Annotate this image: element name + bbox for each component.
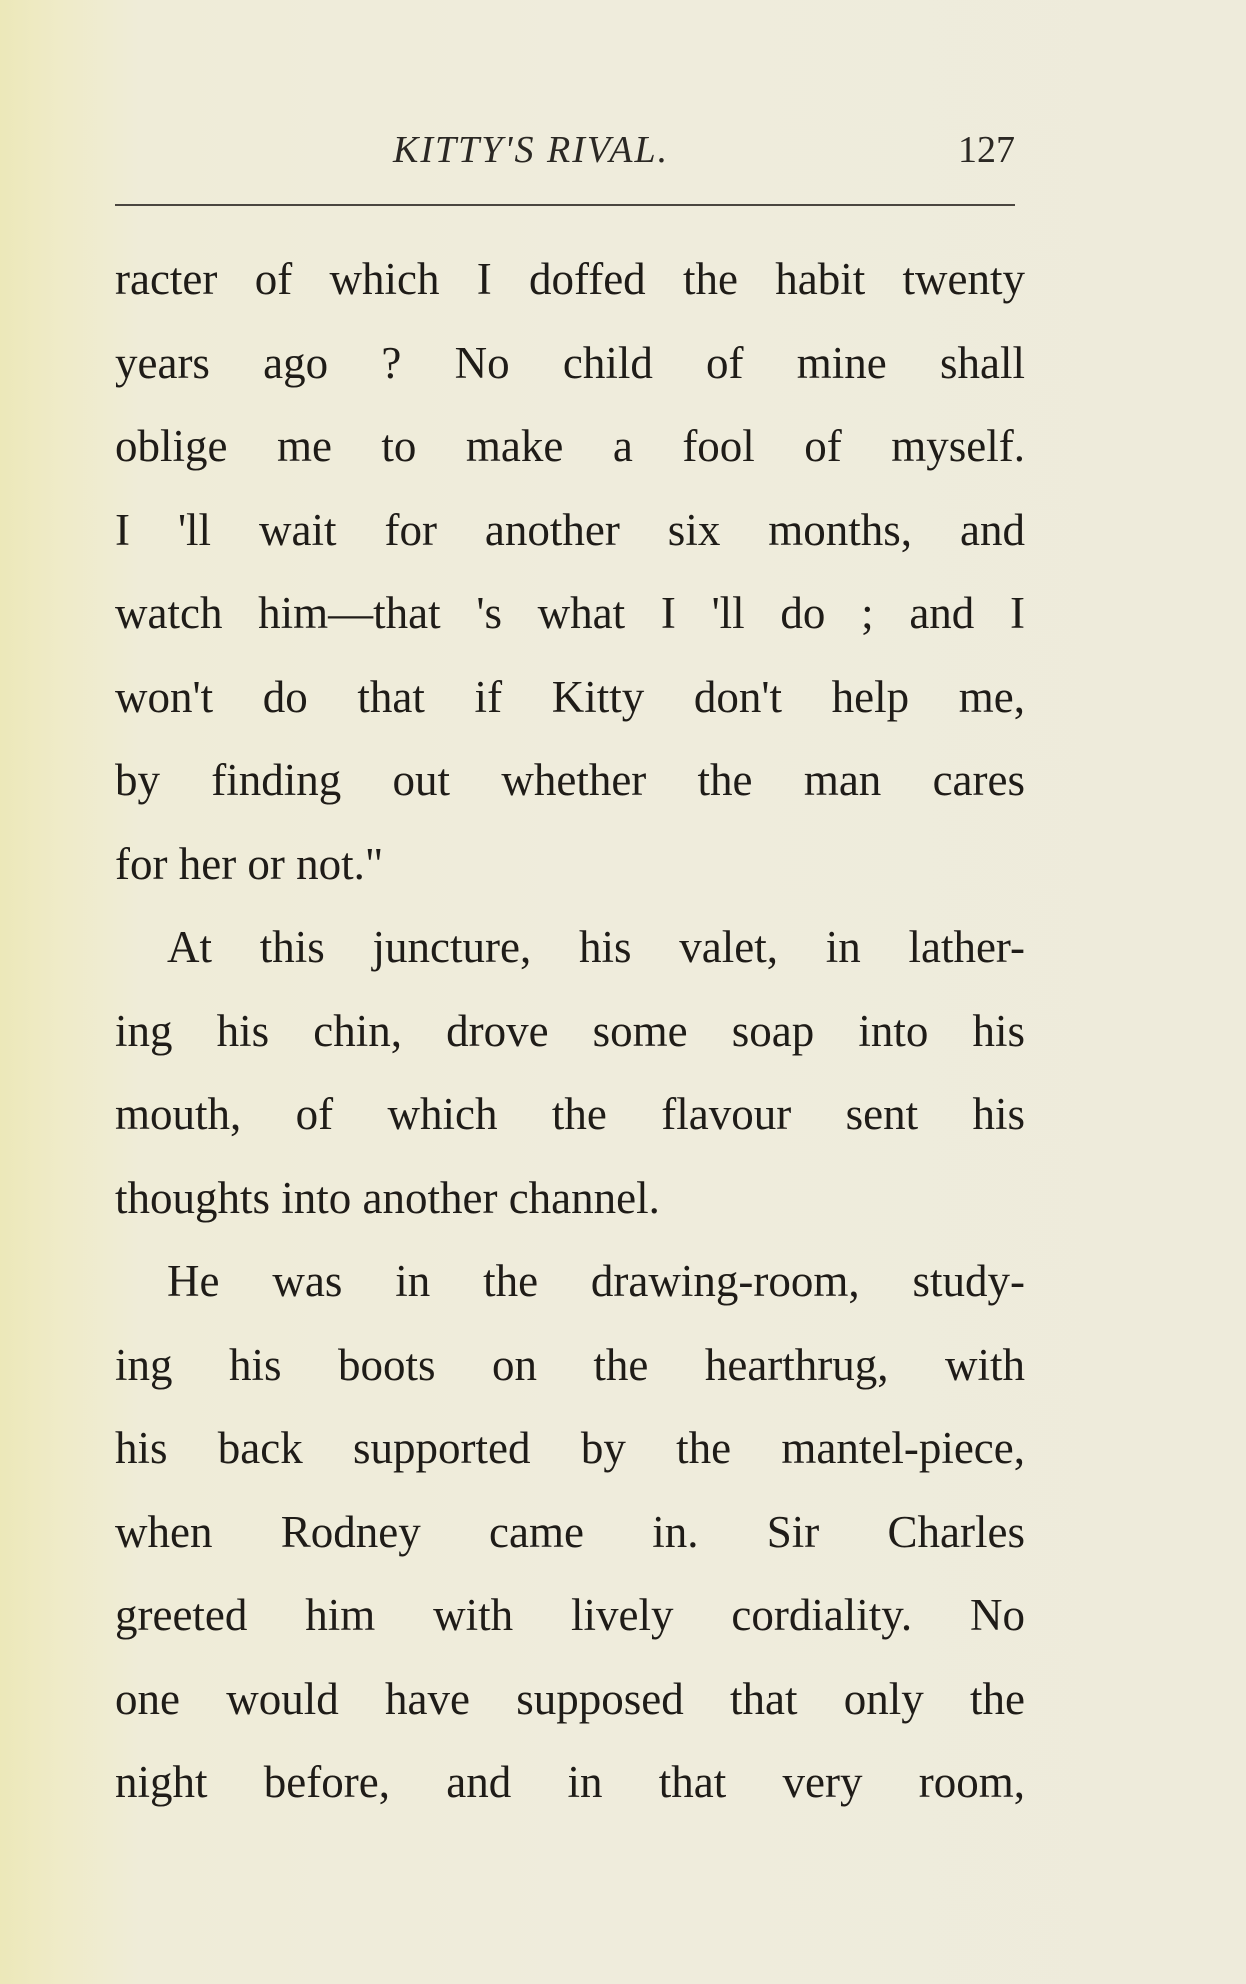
text-line: won't do that if Kitty don't help me, — [115, 671, 1025, 722]
body-text — [115, 238, 1025, 1825]
text-line: night before, and in that very room, — [115, 1757, 1025, 1807]
text-line: when Rodney came in. Sir Charles — [115, 1506, 1025, 1557]
running-head — [115, 128, 1015, 178]
text-line-paragraph-end: thoughts into another channel. — [115, 1172, 660, 1223]
text-line: I 'll wait for another six months, and — [115, 504, 1025, 555]
text-line: years ago ? No child of mine shall — [115, 337, 1025, 388]
text-line-paragraph-start: At this juncture, his valet, in lather- — [167, 922, 1025, 972]
text-line: by finding out whether the man cares — [115, 755, 1025, 805]
running-title: KITTY'S RIVAL. — [393, 129, 670, 171]
text-line: ing his boots on the hearthrug, with — [115, 1339, 1025, 1390]
text-line: watch him—that 's what I 'll do ; and I — [115, 588, 1025, 638]
page-number: 127 — [958, 129, 1015, 171]
text-line: ing his chin, drove some soap into his — [115, 1005, 1025, 1056]
text-line-paragraph-end: for her or not." — [115, 838, 384, 889]
text-line-paragraph-start: He was in the drawing-room, study- — [167, 1256, 1025, 1306]
text-line: one would have supposed that only the — [115, 1673, 1025, 1724]
text-line: mouth, of which the flavour sent his — [115, 1089, 1025, 1139]
text-line: racter of which I doffed the habit twenty — [115, 254, 1025, 304]
text-line: his back supported by the mantel-piece, — [115, 1423, 1025, 1473]
header-rule — [115, 204, 1015, 206]
text-line: oblige me to make a fool of myself. — [115, 421, 1025, 471]
text-line: greeted him with lively cordiality. No — [115, 1590, 1025, 1640]
